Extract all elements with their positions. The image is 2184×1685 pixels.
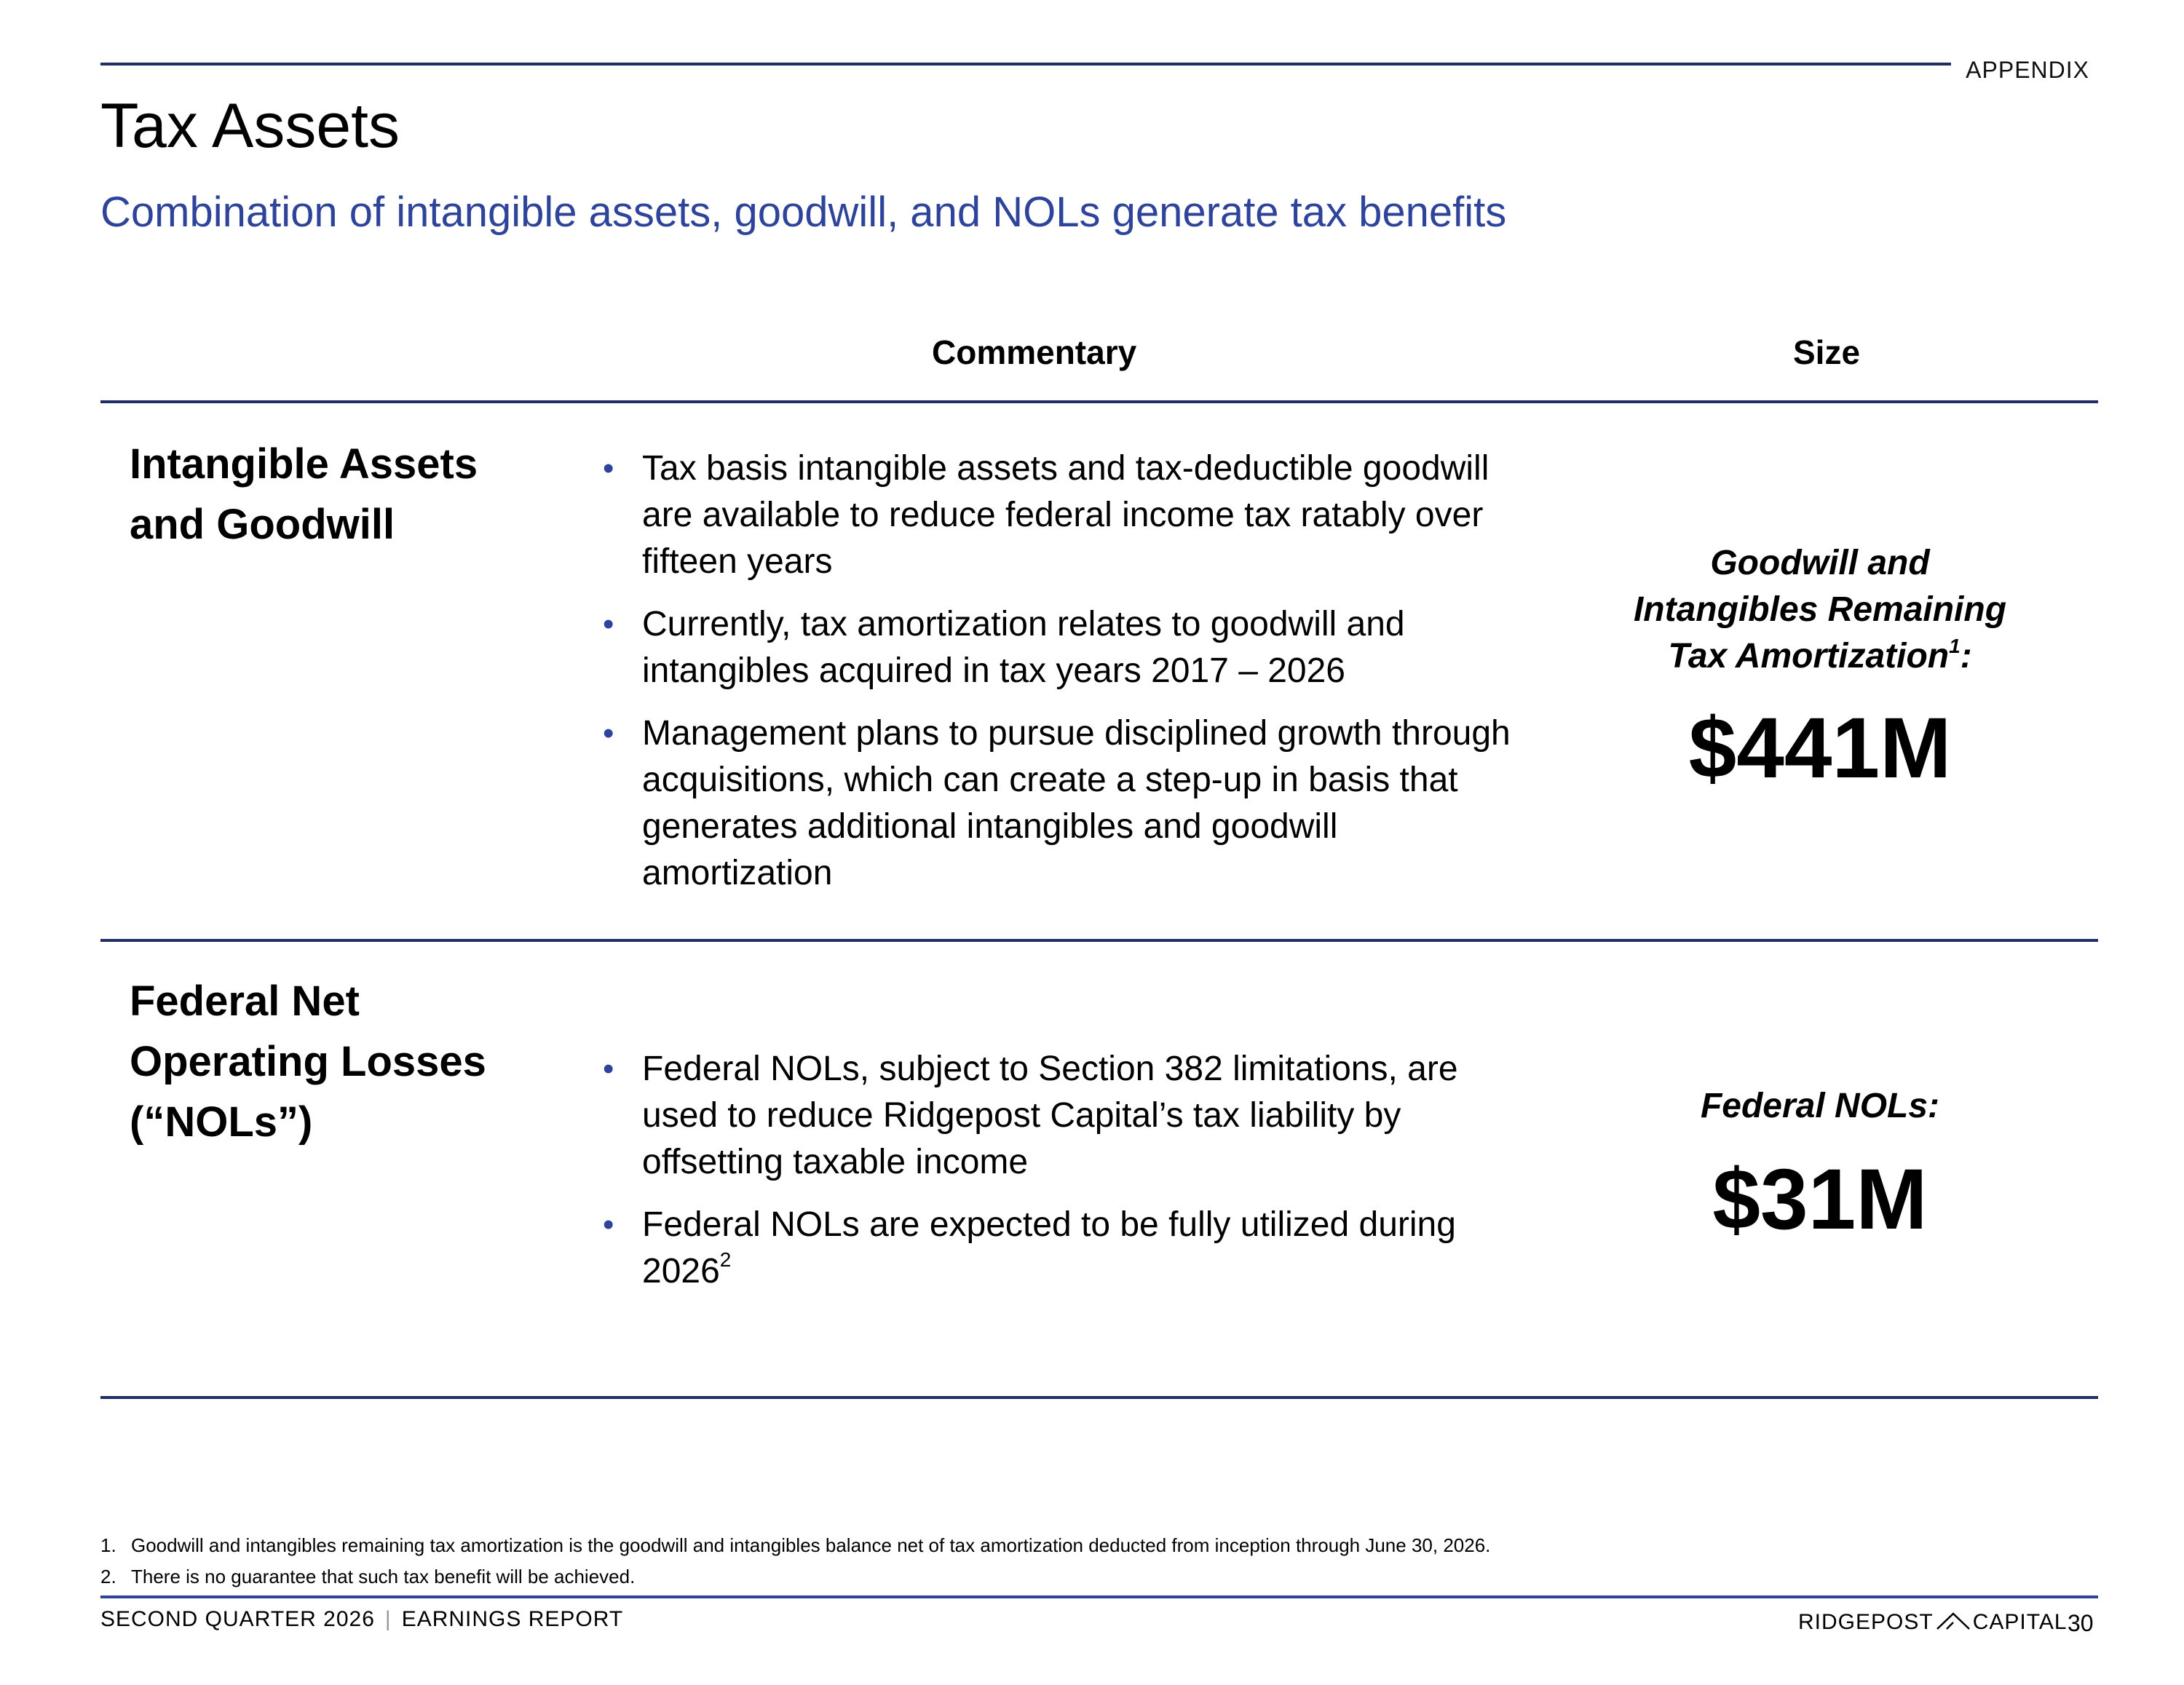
bullet-icon: • [603,606,614,642]
footer-report-label: SECOND QUARTER 2026 | EARNINGS REPORT [100,1607,624,1631]
size-label-line: Goodwill and [1710,544,1930,582]
footer-rule [100,1595,2098,1598]
table-bottom-rule [100,1396,2098,1399]
column-header-size: Size [1793,333,1861,371]
commentary-list-intangibles [597,445,1514,913]
page-subtitle: Combination of intangible assets, goodwill, and NOLs generate tax benefits [100,189,1507,236]
size-label-line: Tax Amortization$^1$: [1668,635,1972,675]
size-label-nols: Federal NOLs: [1700,1087,1940,1125]
bullet-text: Federal NOLs are expected to be fully utilized during 2026 [642,1205,1456,1290]
table-header-rule [100,400,2098,403]
page-title: Tax Assets [100,91,400,161]
row-title-line: Federal Net [130,978,360,1025]
bullet-icon: • [603,1207,614,1242]
page-number: 30 [2068,1610,2094,1636]
section-label: APPENDIX [1966,57,2089,83]
size-value-goodwill: $441M [1688,700,1952,796]
header-rule [100,63,1951,66]
footnote-1: 1. Goodwill and intangibles remaining tax amortization is the goodwill and intangibles balance net of tax amortization deducted from inception through June 30, 2026. [100,1534,1491,1556]
footnote-2: 2. There is no guarantee that such tax benefit will be achieved. [100,1566,636,1587]
row-title-intangibles [130,434,478,555]
list-item [597,601,1514,694]
bullet-icon: • [603,1051,614,1087]
bullet-icon: • [603,715,614,751]
size-label-line: Intangibles Remaining [1633,590,2007,629]
commentary-list-nols [597,1046,1514,1311]
bullet-text: Tax basis intangible assets and tax-deductible goodwill are available to reduce federal income tax ratably over fifteen years [642,449,1489,581]
list-item [597,710,1514,897]
list-item [597,1046,1514,1186]
row-title-line: and Goodwill [130,501,395,548]
mountain-peak-icon [1936,1611,1970,1630]
footnote-ref: 2 [719,1248,732,1271]
list-item [597,445,1514,585]
row-title-line: (“NOLs”) [130,1098,313,1146]
bullet-icon: • [603,451,614,486]
row-title-line: Intangible Assets [130,440,478,488]
size-value-nols: $31M [1712,1151,1928,1248]
company-logo: RIDGEPOST CAPITAL [1798,1610,2068,1634]
bullet-text: Federal NOLs, subject to Section 382 limitations, are used to reduce Ridgepost Capital’s tax liability by offsetting taxable income [642,1050,1458,1181]
row-title-line: Operating Losses [130,1038,486,1085]
row-divider [100,939,2098,942]
row-title-nols [130,971,486,1152]
size-label-goodwill [1602,540,2038,680]
footnote-ref: 1 [1949,635,1961,657]
bullet-text: Currently, tax amortization relates to goodwill and intangibles acquired in tax years 2017 – 2026 [642,605,1405,690]
list-item [597,1202,1514,1295]
column-header-commentary: Commentary [932,333,1137,371]
bullet-text: Management plans to pursue disciplined growth through acquisitions, which can create a step-up in basis that generates additional intangibles and goodwill amortization [642,714,1511,892]
